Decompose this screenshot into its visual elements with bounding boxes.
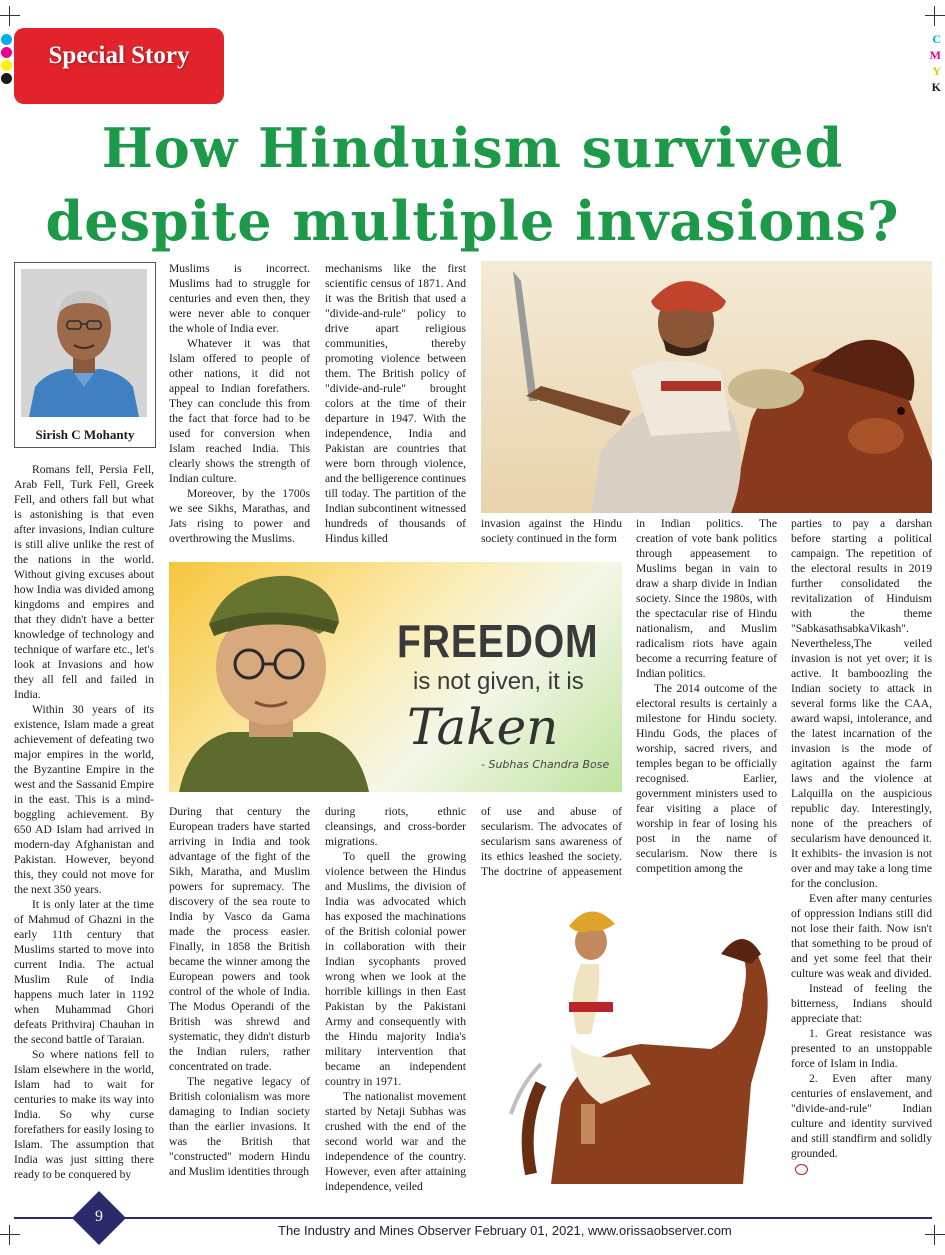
crop-mark-top-left [0,6,20,26]
poster-attribution: - Subhas Chandra Bose [481,758,610,771]
article-column-2-top [169,261,310,546]
article-column-1 [14,462,154,1182]
headline-line-2: despite multiple invasions? [45,189,900,253]
paragraph: So where nations fell to Islam elsewhere in the world, Islam had to wait for centuries to make its way into India. So why curse forefathers for easily losing to Islam. The assumption that India was just sitting there ready to be conquered by [14,1048,154,1181]
paragraph: The nationalist movement started by Netaji Subhas was crushed with the end of the second world war and the independence of the country. However, even after attaining independence, veiled [325,1090,466,1193]
article-column-5-top [636,516,777,876]
article-column-3-bottom [325,804,466,1194]
paragraph: Within 30 years of its existence, Islam made a great achievement of defeating two major empires in the world, the Byzantine Empire in the west and the Sassanid Empire in the east. This is a mind-boggling achievement. By 650 AD Islam had arrived in modern-day Afghanistan and Pakistan. However, beyond this, they could not move for the next 350 years. [14,703,154,896]
paragraph: Muslims is incorrect. Muslims had to struggle for centuries and even then, they were never able to conquer the whole of India ever. [169,262,310,335]
page-number-badge [72,1191,126,1245]
cmyk-letter-y: Y [932,64,941,78]
registration-dot-magenta [1,47,12,58]
section-tag-label: Special Story [48,42,190,69]
paragraph: It is only later at the time of Mahmud of Ghazni in the early 11th century that Muslims started to move into current India. The actual Muslim Rule of India happens much later in 1192 when Muhammad Ghori defeats Prithviraj Chauhan in the second battle of Taraian. [14,898,154,1046]
freedom-quote-poster [169,562,622,792]
headline-line-1: How Hinduism survived [101,116,844,180]
poster-freedom-text: FREEDOM [397,615,599,667]
paragraph: The negative legacy of British colonialism was more damaging to Indian society than the earlier invasions. It was the British that "constructed" modern Hindu and Muslim identities through [169,1075,310,1178]
author-photo [21,269,147,417]
registration-dot-black [1,73,12,84]
page-number: 9 [95,1208,103,1225]
paragraph: Whatever it was that Islam offered to people of other nations, it did not appeal to Indian forefathers. They can conclude this from the fact that force had to be used for conversion when Islam reached India. This clearly shows the strength of Indian culture. [169,337,310,485]
warrior-illustration [481,261,932,513]
crop-mark-bottom-left [0,1225,20,1245]
paragraph: in Indian politics. The creation of vote bank politics through appeasement to Muslims began in vain to draw a sharp divide in Indian society. Since the 1980s, with the spectacular rise of Hindu nationalism, and Muslim radicalism riots have again become a recurring feature of Indian politics. [636,517,777,680]
end-of-story-icon [795,1164,808,1175]
netaji-portrait [169,562,369,792]
article-column-2-bottom [169,804,310,1179]
registration-dot-cyan [1,34,12,45]
article-column-6 [791,516,932,1176]
paragraph: during riots, ethnic cleansings, and cross-border migrations. [325,805,466,848]
footer-publication: The Industry and Mines Observer February 01, 2021, www.orissaobserver.com [278,1223,732,1238]
paragraph: invasion against the Hindu society continued in the form [481,517,622,545]
registration-dot-yellow [1,60,12,71]
paragraph: Even after many centuries of oppression Indians still did not lose their faith. Now isn't that something to be proud of and yet some feel that their culture was weak and divided. [791,892,932,980]
poster-taken-text: Taken [407,698,559,756]
article-column-4-top [481,516,622,546]
paragraph: The 2014 outcome of the electoral results is certainly a milestone for Hindu society. Hindu Gods, the places of worship, sacred rivers, and temples began to be officially recognised. Earlier, government ministers used to fear visiting a place of worship in fear of losing his post in the name of secularism. Now there is competition among the [636,682,777,875]
article-column-3-top [325,261,466,546]
horse-rider-illustration [481,884,777,1184]
cmyk-letter-m: M [929,48,941,62]
paragraph: 2. Even after many centuries of enslavement, and "divide-and-rule" Indian culture and identity survived and still standfirm and solidly grounded. [791,1072,932,1160]
footer-rule [14,1217,932,1219]
paragraph: Instead of feeling the bitterness, Indians should appreciate that: [791,982,932,1025]
paragraph: To quell the growing violence between the Hindus and Muslims, the division of India was advocated which has exposed the machinations of the British colonial power in collaboration with their Indian sycophants proved wrong when we look at the horrible killings in then East Pakistan by the Pakistani Army and consequently with the Hindu majority India's military intervention that became an independent country in 1971. [325,850,466,1088]
author-box [14,262,156,448]
cmyk-letter-k: K [931,80,941,94]
article-column-4-bottom [481,804,622,894]
paragraph: Romans fell, Persia Fell, Arab Fell, Turk Fell, Greek Fell, and others fall but what is astonishing is that even after invasions, Indian culture is still alive unlike the rest of the nations in the world. Without giving excuses about how India was divided among kingdoms and empires and that they didn't have a better knowledge of technology and technique of warfare etc., let's look at Invasions and how they all fell and failed in India. [14,463,154,701]
crop-mark-top-right [925,6,945,26]
paragraph: mechanisms like the first scientific census of 1871. And it was the British that used a "divide-and-rule" policy to drive apart religious communities, thereby promoting violence between them. The British policy of "divide-and-rule" brought colors at the time of their departure in 1947. With the independence, India and Pakistan are countries that were born through violence, and the belligerence continues till today. The partition of the Indian subcontinent witnessed hundreds of thousands of Hindus killed [325,262,466,545]
poster-subtitle-text: is not given, it is [413,668,584,695]
cmyk-letter-c: C [932,32,941,46]
section-tag [14,28,224,104]
paragraph: During that century the European traders have started arriving in India and took advantage of the fight of the Sikh, Maratha, and Muslim powers for supremacy. The discovery of the sea route to India by Vasco da Gama made the process easier. Finally, in 1858 the British became the winner among the European powers and took control of the whole of India. The Modus Operandi of the British was shrewd and systematic, they didn't disturb the Indian rulers, rather concentrated on trade. [169,805,310,1073]
author-name: Sirish C Mohanty [35,427,135,442]
headline [0,112,945,258]
paragraph: Moreover, by the 1700s we see Sikhs, Marathas, and Jats rising to power and overthrowing the Muslims. [169,487,310,545]
paragraph: parties to pay a darshan before starting a political campaign. The repetition of the electoral results in 2019 further consolidated the revitalization of Hinduism with the theme "SabkasathsabkaVikash". Nevertheless,The veiled invasion is not yet over; it is active. It bamboozling the Indian society to attack in several forms like the CAA, award wapsi, intolerance, and the latest incarnation of the invasion is the mode of agitation against the farm laws and the violence at Lalquilla on the auspicious republic day. Interestingly, none of the preachers of secularism have denounced it. It exhibits- the invasion is not over and may take a long time for the conclusion. [791,517,932,890]
crop-mark-bottom-right [925,1225,945,1245]
paragraph: 1. Great resistance was presented to an unstoppable force of Islam in India. [791,1027,932,1070]
paragraph: of use and abuse of secularism. The advocates of secularism sans awareness of its ethics leashed the society. The doctrine of appeasement [481,805,622,878]
